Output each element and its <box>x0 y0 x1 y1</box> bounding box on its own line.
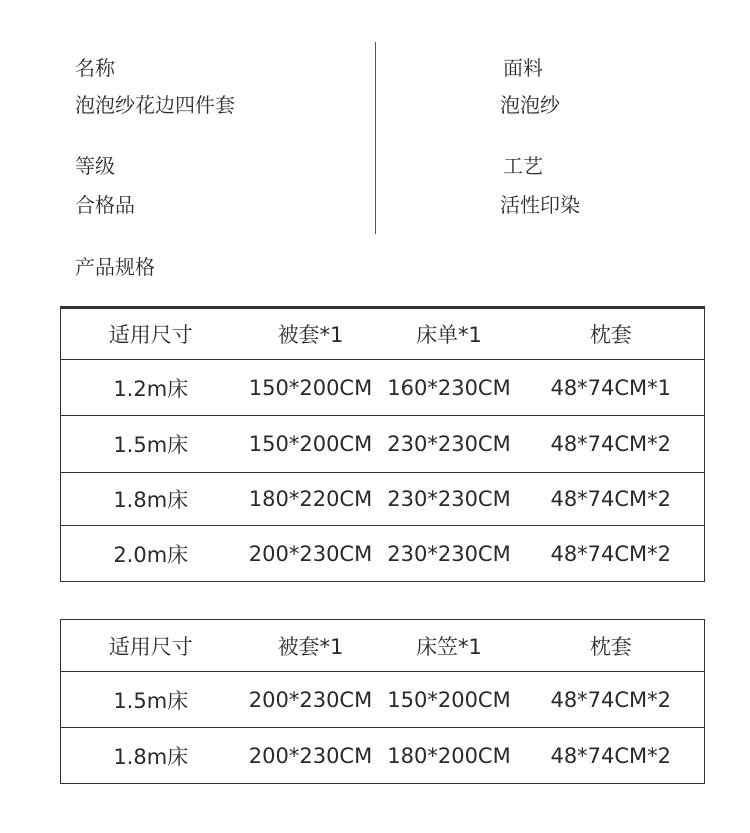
table-row <box>61 728 705 784</box>
header-cell: 枕套 <box>518 620 705 672</box>
table-cell: 48*74CM*1 <box>518 360 705 416</box>
spec-title: 产品规格 <box>75 255 155 279</box>
size-table-flat-sheet <box>60 306 705 582</box>
header-cell: 被套*1 <box>241 308 381 360</box>
table-cell: 48*74CM*2 <box>550 541 672 566</box>
table-header-row <box>61 620 705 672</box>
header-cell: 床单*1 <box>381 308 518 360</box>
grade-value: 合格品 <box>75 193 135 217</box>
table-cell: 200*230CM <box>248 743 373 768</box>
table-cell: 48*74CM*2 <box>518 473 705 526</box>
fabric-label: 面料 <box>503 56 543 80</box>
table-cell: 48*74CM*2 <box>518 416 705 473</box>
table-cell: 1.5m床 <box>61 416 241 473</box>
header-cell: 枕套 <box>518 308 705 360</box>
table-cell: 150*200CM <box>241 416 381 473</box>
table-header-row <box>61 308 705 360</box>
table-cell: 48*74CM*2 <box>550 743 672 768</box>
table-cell: 160*230CM <box>381 360 518 416</box>
fabric-value: 泡泡纱 <box>500 93 560 117</box>
table-cell: 180*200CM <box>387 743 511 768</box>
table-cell: 150*200CM <box>381 672 518 728</box>
name-value: 泡泡纱花边四件套 <box>75 93 235 117</box>
size-table-fitted-sheet <box>60 619 705 784</box>
table-row <box>61 526 705 582</box>
table-cell: 200*230CM <box>248 541 373 566</box>
table-cell: 150*200CM <box>241 360 381 416</box>
craft-value: 活性印染 <box>500 193 580 217</box>
table-cell: 1.8m床 <box>113 744 189 769</box>
header-cell: 适用尺寸 <box>61 620 241 672</box>
grade-label: 等级 <box>75 154 115 178</box>
table-row <box>61 416 705 473</box>
header-cell: 床笠*1 <box>381 620 518 672</box>
table-cell: 200*230CM <box>241 672 381 728</box>
table-cell: 1.5m床 <box>61 672 241 728</box>
table-cell: 48*74CM*2 <box>518 672 705 728</box>
table-cell: 180*220CM <box>241 473 381 526</box>
header-cell: 被套*1 <box>241 620 381 672</box>
table-cell: 230*230CM <box>381 416 518 473</box>
table-cell: 230*230CM <box>381 473 518 526</box>
craft-label: 工艺 <box>503 154 543 178</box>
table-cell: 2.0m床 <box>113 542 189 567</box>
table-cell: 1.2m床 <box>61 360 241 416</box>
table-row <box>61 360 705 416</box>
table-row <box>61 672 705 728</box>
table-cell: 1.8m床 <box>61 473 241 526</box>
column-divider <box>375 42 376 234</box>
table-row <box>61 473 705 526</box>
table-cell: 230*230CM <box>387 541 511 566</box>
name-label: 名称 <box>75 56 115 80</box>
header-cell: 适用尺寸 <box>61 308 241 360</box>
